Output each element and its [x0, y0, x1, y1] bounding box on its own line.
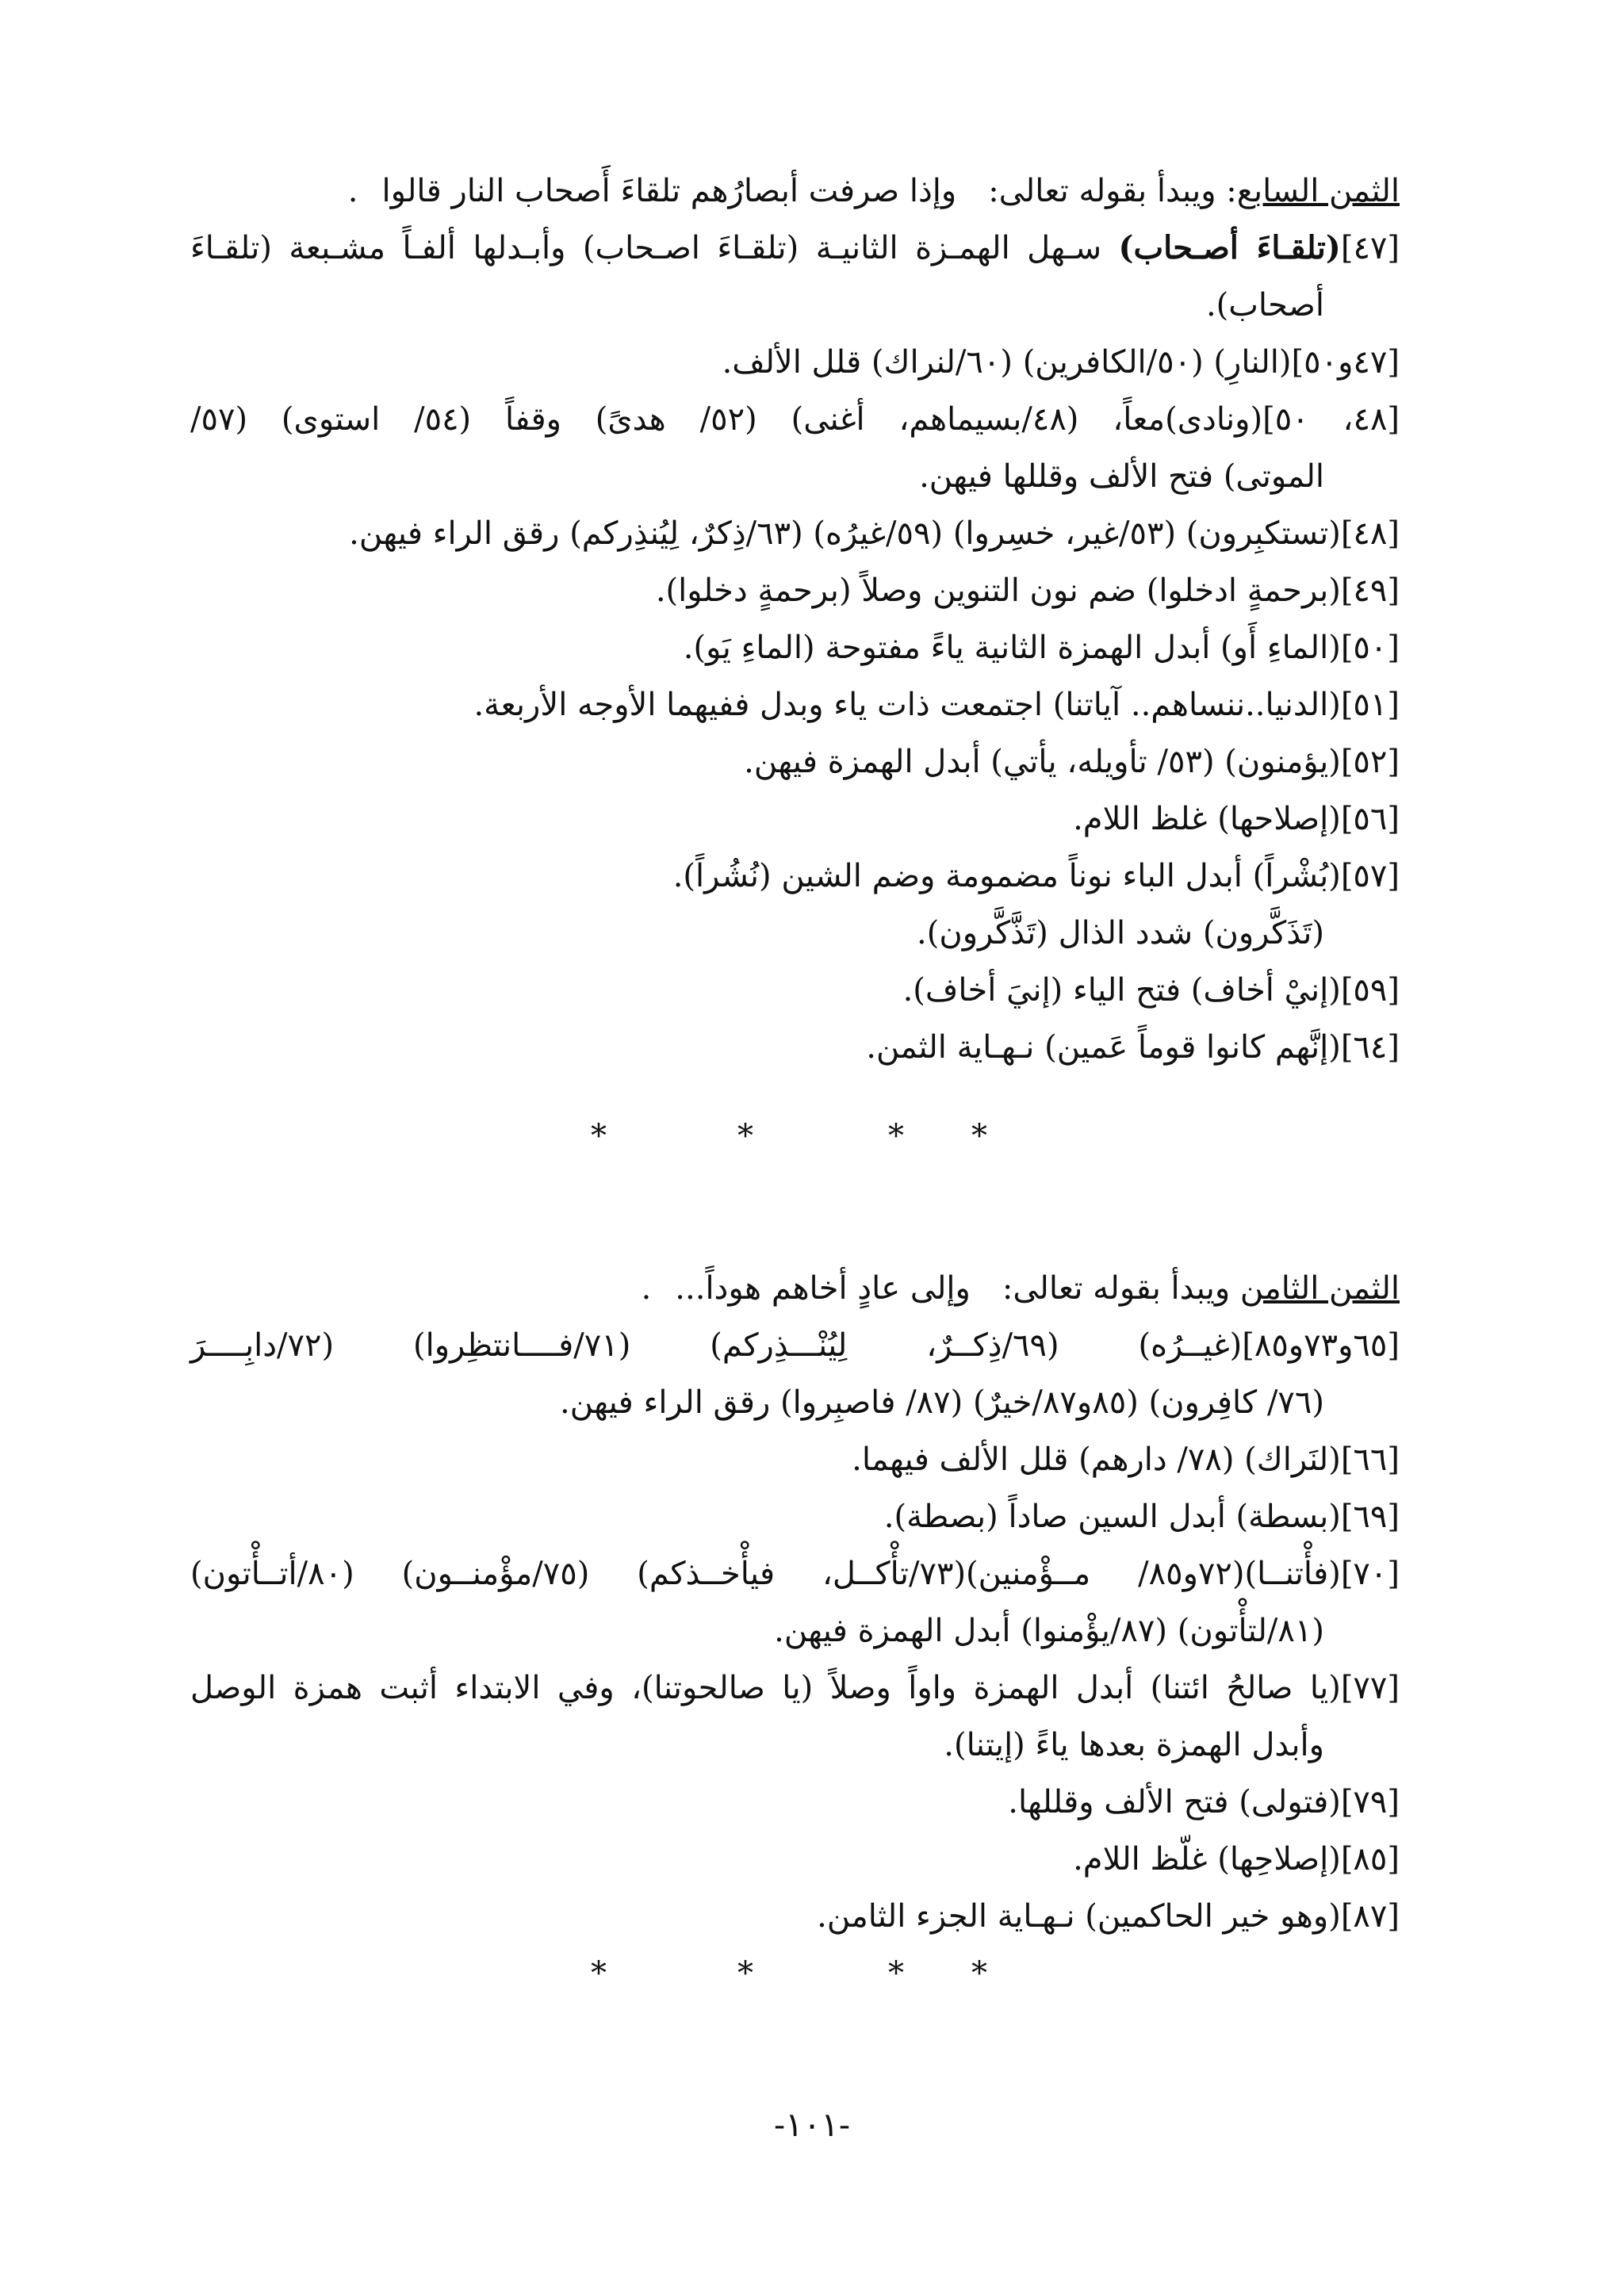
entry — [190, 1317, 1400, 1431]
section-label: الثمن السابع — [1236, 173, 1400, 209]
entry-text: (النارِ) (٥٠/الكافرين) (٦٠/لنراك) قلل الألف. — [722, 344, 1292, 381]
entry-ref: [٥٠] — [1340, 630, 1400, 666]
entry-ref: [٤٨] — [1340, 515, 1400, 552]
entry — [190, 505, 1400, 562]
entry-continuation: الموتى) فتح الألف وقللها فيهن. — [919, 458, 1324, 495]
entry — [190, 962, 1400, 1019]
star: * — [737, 1955, 753, 1992]
entry-continuation: (٧٦/ كافِرون) (٨٥و٨٧/خيرٌ) (٨٧/ فاصبِروا) رقق الراء فيهن. — [560, 1384, 1324, 1421]
section-label: الثمن الثامن — [1239, 1270, 1400, 1307]
entry-ref: [٤٧] — [1340, 230, 1400, 266]
section-intro — [190, 1260, 1400, 1317]
entry-text: (غيــرُه) (٦٩/ذِكــرٌ، لِيُنْـــذِركم) (٧١/فــــانتظِروا) (٧٢/دابِــــرَ — [190, 1327, 1243, 1364]
entry — [190, 1019, 1400, 1076]
entry-text: (فأْتنــا)(٧٢و٨٥/ مــؤْمنين)(٧٣/تأْكــل، فيأْخــذكم) (٧٥/مؤْمنــون) (٨٠/أتــأْتون) — [190, 1556, 1341, 1592]
entry — [190, 1431, 1400, 1488]
entry-ref: [٧٧] — [1340, 1670, 1400, 1706]
entry-text: (إنَّهم كانوا قوماً عَمين) نـهـاية الثمن. — [866, 1029, 1341, 1066]
star: * — [888, 1118, 904, 1154]
entry-continuation: (تَذَكَّرون) شدد الذال (تَذَّكَّرون). — [917, 915, 1324, 951]
entry-ref: [٦٤] — [1340, 1029, 1400, 1066]
entry-term: (تلقـاءَ أصـحاب) — [1118, 229, 1341, 266]
entry-ref: [٦٩] — [1340, 1499, 1400, 1535]
entry — [190, 391, 1400, 505]
separator-stars — [190, 1108, 1400, 1165]
entry-continuation: (٨١/لتأْتون) (٨٧/يؤْمنوا) أبدل الهمزة فيهن. — [774, 1613, 1324, 1649]
entry — [190, 619, 1400, 676]
page-number: -١٠١- — [773, 2105, 851, 2144]
entry-ref: [٤٧و٥٠] — [1291, 344, 1400, 381]
entry — [190, 733, 1400, 790]
entry-text: (يؤمنون) (٥٣/ تأويله، يأتي) أبدل الهمزة فيهن. — [744, 744, 1341, 780]
entry-text: (وهو خير الحاكمين) نـهـاية الجزء الثامن. — [817, 1898, 1341, 1935]
intro-text: : ويبدأ بقوله تعالى: — [988, 173, 1237, 209]
section-intro — [190, 163, 1400, 220]
entry-ref: [٤٩] — [1340, 572, 1400, 609]
intro-text: ويبدأ بقوله تعالى: — [1002, 1270, 1240, 1307]
entry-ref: [٥٩] — [1340, 972, 1400, 1009]
entry-text: (لنَراك) (٧٨/ دارهم) قلل الألف فيهما. — [852, 1441, 1341, 1478]
entry-text: (بسطة) أبدل السين صاداً (بصطة). — [883, 1499, 1341, 1535]
verse-text: وإلى عادٍ أخاهم هوداً... — [675, 1270, 971, 1307]
entry-text: سـهل الهمـزة الثانيـة (تلقـاءَ اصـحاب) وأبـدلها ألفـاً مشـبعة (تلقـاءَ — [190, 230, 1119, 266]
entry — [190, 1774, 1400, 1831]
entry — [190, 1488, 1400, 1545]
star: * — [971, 1955, 987, 1992]
entry-text: (برحمةٍ ادخلوا) ضم نون التنوين وصلاً (برحمةٍ دخلوا). — [655, 572, 1341, 609]
entry — [190, 790, 1400, 848]
entry-ref: [٦٥و٧٣و٨٥] — [1242, 1327, 1400, 1364]
entry — [190, 1545, 1400, 1659]
page-body — [190, 163, 1400, 2034]
entry-ref: [٥٦] — [1340, 801, 1400, 837]
entry-text: (فتولى) فتح الألف وقللها. — [1008, 1784, 1341, 1820]
separator-stars — [190, 1945, 1400, 2002]
star: * — [737, 1118, 753, 1154]
star: * — [888, 1955, 904, 1992]
entry-ref: [٤٨، ٥٠] — [1262, 401, 1400, 438]
entry — [190, 1888, 1400, 1945]
entry-text: (الدنيا..ننساهم.. آياتنا) اجتمعت ذات ياء وبدل ففيهما الأوجه الأربعة. — [473, 687, 1341, 723]
entry-ref: [٦٦] — [1340, 1441, 1400, 1478]
entry-ref: [٨٧] — [1340, 1898, 1400, 1935]
entry-text: (تستكبِرون) (٥٣/غير، خسِروا) (٥٩/غيرُه) (٦٣/ذِكرٌ، لِيُنذِركم) رقق الراء فيهن. — [349, 515, 1341, 552]
intro-end: . — [347, 173, 358, 209]
entry-ref: [٥٢] — [1340, 744, 1400, 780]
star: * — [971, 1118, 987, 1154]
intro-end: . — [641, 1270, 652, 1307]
entry-ref: [٥٧] — [1340, 858, 1400, 894]
entry-text: (يا صالحُ ائتنا) أبدل الهمزة واواً وصلاً (يا صالحوتنا)، وفي الابتداء أثبت همزة الوصل — [190, 1670, 1341, 1706]
star: * — [591, 1955, 607, 1992]
entry-ref: [٧٠] — [1340, 1556, 1400, 1592]
entry — [190, 676, 1400, 733]
entry-text: (بُشْراً) أبدل الباء نوناً مضمومة وضم الشين (نُشُراً). — [672, 858, 1341, 894]
entry-ref: [٥١] — [1340, 687, 1400, 723]
entry-ref: [٨٥] — [1340, 1841, 1400, 1878]
star: * — [591, 1118, 607, 1154]
entry-text: (إصلاحها) غلظ اللام. — [1073, 801, 1341, 837]
entry — [190, 848, 1400, 962]
entry-text: (ونادى)معاً، (٤٨/بسيماهم، أغنى) (٥٢/ هدىً) وقفاً (٥٤/ استوى) (٥٧/ — [190, 401, 1263, 438]
entry — [190, 1659, 1400, 1774]
entry — [190, 220, 1400, 334]
entry-text: (الماءِ أَو) أبدل الهمزة الثانية ياءً مفتوحة (الماءِ يَو). — [683, 630, 1341, 666]
entry-continuation: وأبدل الهمزة بعدها ياءً (إيتنا). — [944, 1727, 1324, 1763]
entry-continuation: أصحاب). — [1205, 287, 1324, 323]
entry-ref: [٧٩] — [1340, 1784, 1400, 1820]
verse-text: وإذا صرفت أبصارُهم تلقاءَ أَصحاب النار قالوا — [381, 173, 957, 209]
entry — [190, 1831, 1400, 1888]
entry — [190, 334, 1400, 391]
entry-text: (إصلاحِها) غلّظ اللام. — [1073, 1841, 1341, 1878]
entry-text: (إنيْ أخاف) فتح الياء (إنيَ أخاف). — [902, 972, 1341, 1009]
entry — [190, 562, 1400, 619]
